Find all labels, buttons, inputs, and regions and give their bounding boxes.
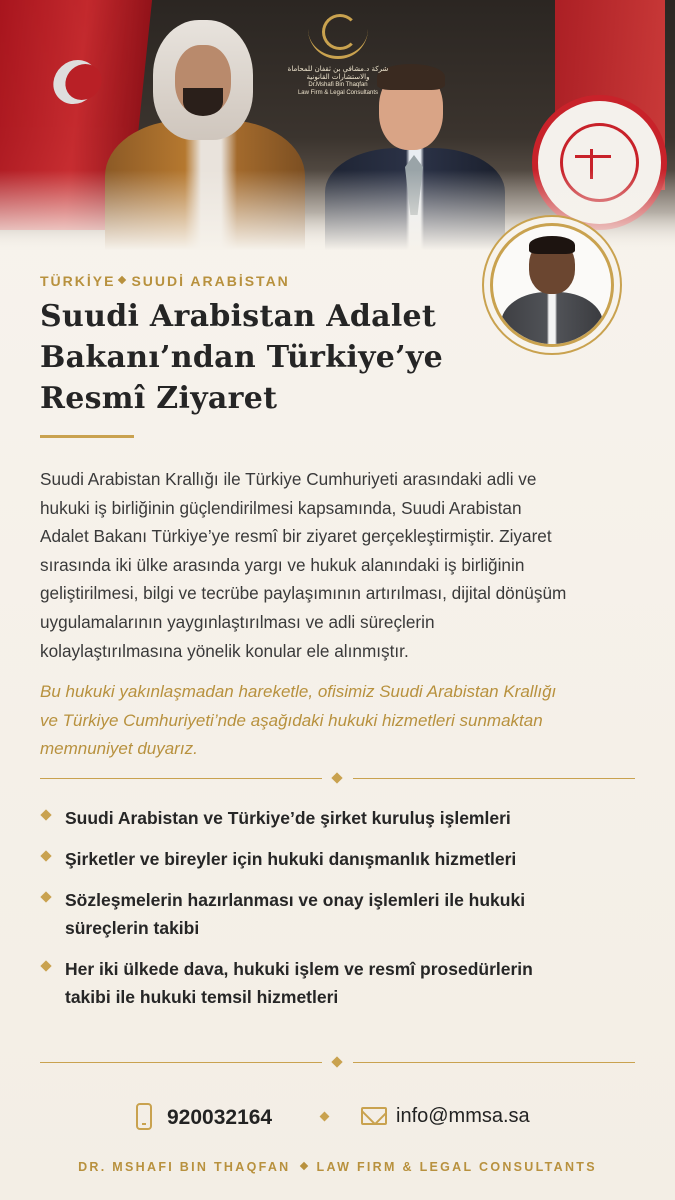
- ornament-divider: [40, 1056, 635, 1070]
- diamond-icon: [331, 772, 342, 783]
- diamond-icon: [331, 1056, 342, 1067]
- body-line: uygulamalarının yaygınlaştırılması ve adli süreçlerin: [40, 611, 435, 632]
- email-address[interactable]: info@mmsa.sa: [396, 1105, 530, 1127]
- mail-icon: [361, 1107, 387, 1125]
- service-item: [40, 845, 640, 873]
- service-text: Suudi Arabistan ve Türkiye’de şirket kuruluş işlemleri: [65, 808, 511, 828]
- body-line: sırasında iki ülke arasında yargı ve hukuk alanındaki iş birliğinin: [40, 554, 525, 575]
- footer-firm-name: DR. MSHAFI BIN THAQFAN: [78, 1160, 291, 1174]
- service-item: [40, 804, 640, 832]
- footer-firm-type: LAW FIRM & LEGAL CONSULTANTS: [316, 1160, 597, 1174]
- headline: [40, 296, 460, 419]
- footer-tagline: [0, 1160, 675, 1174]
- hero-photo: [0, 0, 675, 250]
- body-line: Adalet Bakanı Türkiye’ye resmî bir ziyaret gerçekleştirmiştir. Ziyaret: [40, 526, 552, 547]
- diamond-bullet-icon: [40, 850, 51, 861]
- diamond-icon: [320, 1112, 330, 1122]
- title-underline: [40, 435, 134, 438]
- body-paragraph: [40, 465, 640, 665]
- phone-number[interactable]: 920032164: [167, 1106, 273, 1129]
- service-text: Şirketler ve bireyler için hukuki danışmanlık hizmetleri: [65, 849, 517, 869]
- logo-mark: [308, 8, 368, 59]
- phone-icon: [136, 1103, 152, 1130]
- service-text: Sözleşmelerin hazırlanması ve onay işlemleri ile hukuki: [65, 890, 526, 910]
- body-line: Suudi Arabistan Krallığı ile Türkiye Cumhuriyeti arasındaki adli ve: [40, 469, 537, 489]
- diamond-bullet-icon: [40, 960, 51, 971]
- ornament-divider: [40, 772, 635, 786]
- service-item: [40, 955, 640, 1011]
- note-line: ve Türkiye Cumhuriyeti’nde aşağıdaki hukuki hizmetleri sunmaktan: [40, 710, 543, 730]
- service-text: takibi ile hukuki temsil hizmetleri: [65, 987, 339, 1007]
- note-line: Bu hukuki yakınlaşmadan hareketle, ofisimiz Suudi Arabistan Krallığı: [40, 682, 557, 701]
- logo-english-name: Dr.Mshafi Bin Thaqfan: [308, 82, 368, 88]
- italic-note: [40, 678, 640, 764]
- headline-line: Resmî Ziyaret: [40, 381, 278, 416]
- diamond-bullet-icon: [40, 891, 51, 902]
- service-text: Her iki ülkede dava, hukuki işlem ve resmî prosedürlerin: [65, 959, 533, 979]
- body-line: geliştirilmesi, bilgi ve tecrübe paylaşımının artırılması, dijital dönüşüm: [40, 583, 567, 604]
- kicker-turkiye: TÜRKİYE: [40, 273, 116, 289]
- diamond-icon: [118, 276, 126, 284]
- diamond-bullet-icon: [40, 809, 51, 820]
- service-text: süreçlerin takibi: [65, 918, 200, 938]
- body-line: kolaylaştırılmasına yönelik konular ele alınmıştır.: [40, 640, 409, 661]
- diamond-icon: [299, 1162, 307, 1170]
- headline-line: Bakanı’ndan Türkiye’ye: [40, 340, 444, 375]
- logo-english-tagline: Law Firm & Legal Consultants: [297, 90, 379, 96]
- kicker-saudi: SUUDİ ARABİSTAN: [131, 273, 290, 289]
- logo-arabic: شركة د.مشافي بن ثقفان للمحاماة والاستشارات القانونية: [287, 65, 389, 81]
- country-kicker: [40, 273, 290, 289]
- note-line: memnuniyet duyarız.: [40, 739, 198, 758]
- contact-bar: [0, 1100, 675, 1140]
- firm-logo: [278, 8, 398, 108]
- headline-line: Suudi Arabistan Adalet: [40, 299, 437, 334]
- body-line: hukuki iş birliğinin güçlendirilmesi kapsamında, Suudi Arabistan: [40, 497, 522, 518]
- lawyer-portrait: [482, 215, 622, 355]
- service-item: [40, 886, 640, 942]
